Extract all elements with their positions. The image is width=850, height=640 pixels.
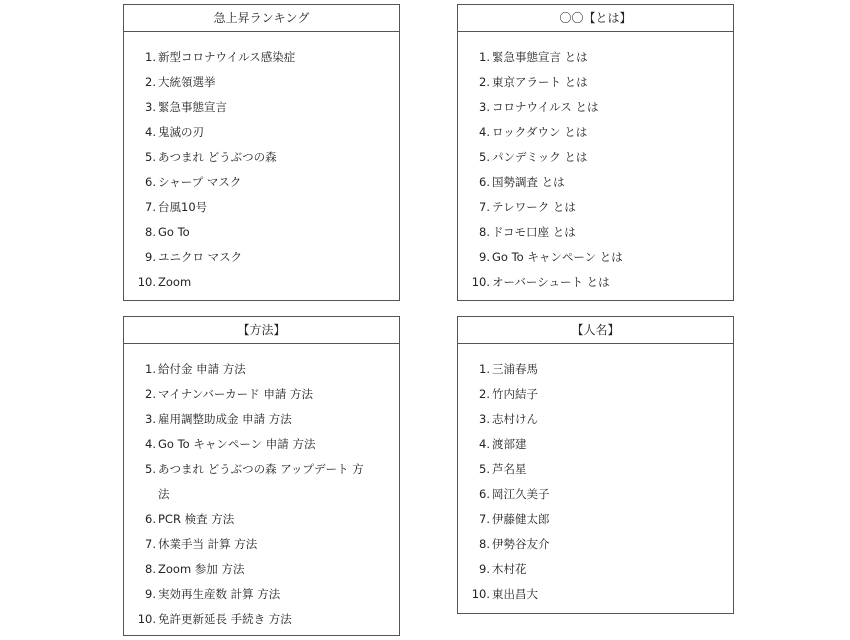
list-item <box>124 407 399 432</box>
list-item <box>458 195 733 220</box>
rank-number: 4. <box>145 125 156 139</box>
list-item <box>458 557 733 582</box>
rank-number: 1. <box>479 362 490 376</box>
list-item <box>458 582 733 607</box>
list-item <box>124 170 399 195</box>
item-text: 志村けん <box>492 412 538 426</box>
ranking-list <box>458 344 733 607</box>
list-item <box>458 432 733 457</box>
towa-ranking-panel <box>457 4 734 301</box>
item-text: 新型コロナウイルス感染症 <box>158 50 296 64</box>
item-text: 渡部建 <box>492 437 527 451</box>
list-item <box>458 507 733 532</box>
item-text: Zoom 参加 方法 <box>158 562 245 576</box>
rank-number: 8. <box>145 562 156 576</box>
rank-number: 7. <box>145 200 156 214</box>
list-item <box>124 432 399 457</box>
rank-number: 5. <box>479 462 490 476</box>
item-text: ドコモ口座 とは <box>492 225 576 239</box>
item-text: 休業手当 計算 方法 <box>158 537 258 551</box>
rank-number: 6. <box>479 487 490 501</box>
item-text: 東出昌大 <box>492 587 538 601</box>
list-item <box>458 245 733 270</box>
rank-number: 3. <box>145 100 156 114</box>
rank-number: 9. <box>145 250 156 264</box>
list-item <box>458 270 733 295</box>
rank-number: 10. <box>137 612 156 626</box>
item-text: テレワーク とは <box>492 200 576 214</box>
list-item <box>124 357 399 382</box>
jinmei-ranking-panel <box>457 316 734 614</box>
list-item <box>124 120 399 145</box>
item-text: ロックダウン とは <box>492 125 588 139</box>
item-text: パンデミック とは <box>492 150 588 164</box>
rank-number: 9. <box>479 562 490 576</box>
panel-title: 【人名】 <box>458 317 733 344</box>
item-text: 国勢調査 とは <box>492 175 565 189</box>
list-item <box>124 557 399 582</box>
rank-number: 4. <box>145 437 156 451</box>
rank-number: 5. <box>145 150 156 164</box>
rank-number: 7. <box>145 537 156 551</box>
item-text: 実効再生産数 計算 方法 <box>158 587 281 601</box>
rank-number: 4. <box>479 125 490 139</box>
item-text: Go To <box>158 225 190 239</box>
item-text: 伊藤健太郎 <box>492 512 550 526</box>
list-item <box>458 170 733 195</box>
item-text: あつまれ どうぶつの森 アップデート 方法 <box>158 462 364 501</box>
item-text: 芦名星 <box>492 462 527 476</box>
list-item <box>124 507 399 532</box>
list-item <box>124 245 399 270</box>
rank-number: 10. <box>471 587 490 601</box>
item-text: Go To キャンペーン とは <box>492 250 623 264</box>
rank-number: 5. <box>145 462 156 476</box>
rank-number: 6. <box>145 512 156 526</box>
rank-number: 1. <box>479 50 490 64</box>
list-item <box>458 145 733 170</box>
item-text: オーバーシュート とは <box>492 275 610 289</box>
item-text: 雇用調整助成金 申請 方法 <box>158 412 292 426</box>
item-text: 東京アラート とは <box>492 75 588 89</box>
item-text: 緊急事態宣言 とは <box>492 50 588 64</box>
ranking-list <box>124 344 399 632</box>
rank-number: 9. <box>479 250 490 264</box>
item-text: 伊勢谷友介 <box>492 537 550 551</box>
list-item <box>458 70 733 95</box>
list-item <box>124 70 399 95</box>
item-text: あつまれ どうぶつの森 <box>158 150 277 164</box>
list-item <box>458 45 733 70</box>
panel-title: 急上昇ランキング <box>124 5 399 32</box>
item-text: マイナンバーカード 申請 方法 <box>158 387 313 401</box>
rank-number: 6. <box>145 175 156 189</box>
item-text: Go To キャンペーン 申請 方法 <box>158 437 316 451</box>
houhou-ranking-panel <box>123 316 400 636</box>
list-item <box>458 482 733 507</box>
rank-number: 10. <box>471 275 490 289</box>
item-text: 台風10号 <box>158 200 208 214</box>
list-item <box>458 120 733 145</box>
rising-ranking-panel <box>123 4 400 301</box>
list-item <box>458 382 733 407</box>
item-text: コロナウイルス とは <box>492 100 599 114</box>
panel-title: 〇〇【とは】 <box>458 5 733 32</box>
list-item <box>458 532 733 557</box>
rank-number: 7. <box>479 200 490 214</box>
rank-number: 3. <box>479 100 490 114</box>
rank-number: 8. <box>145 225 156 239</box>
list-item <box>124 145 399 170</box>
rank-number: 9. <box>145 587 156 601</box>
rank-number: 6. <box>479 175 490 189</box>
rank-number: 1. <box>145 362 156 376</box>
rank-number: 1. <box>145 50 156 64</box>
item-text: 免許更新延長 手続き 方法 <box>158 612 292 626</box>
list-item <box>124 457 399 507</box>
rank-number: 8. <box>479 537 490 551</box>
item-text: 緊急事態宣言 <box>158 100 227 114</box>
item-text: 木村花 <box>492 562 527 576</box>
list-item <box>124 532 399 557</box>
item-text: 鬼滅の刃 <box>158 125 204 139</box>
list-item <box>124 382 399 407</box>
list-item <box>458 95 733 120</box>
list-item <box>458 407 733 432</box>
item-text: シャープ マスク <box>158 175 242 189</box>
item-text: 竹内結子 <box>492 387 538 401</box>
item-text: 大統領選挙 <box>158 75 216 89</box>
list-item <box>124 582 399 607</box>
item-text: 岡江久美子 <box>492 487 550 501</box>
rank-number: 3. <box>479 412 490 426</box>
rank-number: 2. <box>145 75 156 89</box>
item-text: 三浦春馬 <box>492 362 538 376</box>
item-text: Zoom <box>158 275 192 289</box>
rank-number: 5. <box>479 150 490 164</box>
rank-number: 8. <box>479 225 490 239</box>
ranking-list <box>458 32 733 295</box>
list-item <box>124 45 399 70</box>
item-text: ユニクロ マスク <box>158 250 243 264</box>
list-item <box>124 270 399 295</box>
rank-number: 4. <box>479 437 490 451</box>
rank-number: 2. <box>145 387 156 401</box>
list-item <box>124 95 399 120</box>
item-text: PCR 検査 方法 <box>158 512 235 526</box>
list-item <box>458 220 733 245</box>
item-text: 給付金 申請 方法 <box>158 362 246 376</box>
rank-number: 3. <box>145 412 156 426</box>
list-item <box>124 607 399 632</box>
rank-number: 2. <box>479 75 490 89</box>
panel-title: 【方法】 <box>124 317 399 344</box>
list-item <box>458 457 733 482</box>
rank-number: 10. <box>137 275 156 289</box>
list-item <box>458 357 733 382</box>
rank-number: 2. <box>479 387 490 401</box>
rank-number: 7. <box>479 512 490 526</box>
list-item <box>124 220 399 245</box>
list-item <box>124 195 399 220</box>
ranking-list <box>124 32 399 295</box>
